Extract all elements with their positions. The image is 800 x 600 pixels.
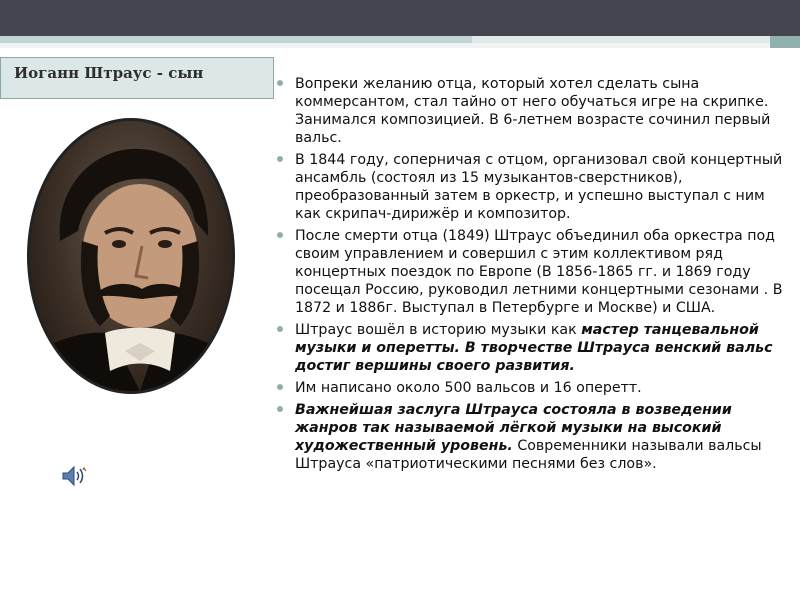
bullet-list	[277, 75, 787, 473]
bullet-point	[277, 379, 787, 397]
slide-title-box	[0, 57, 274, 99]
bullet-text: После смерти отца (1849) Штраус объединил оба оркестра под своим управлением и совершил с этим коллективом ряд концертных поездок по Европе (В 1856-1865 гг. и 1869 году посещал Россию, руководил летними концертными сезонами . В 1872 и 1886г. Выступал в Петербурге и Москве) и США.	[295, 228, 783, 316]
accent-stripe-light	[472, 36, 800, 43]
emphasis-text: Важнейшая заслуга Штрауса состояла в возведении жанров так называемой лёгкой музыки на высокий художественный уровень.	[295, 402, 732, 454]
bullet-dot-icon	[277, 232, 283, 238]
emphasis-text: мастер танцевальной музыки и оперетты. В творчестве Штрауса венский вальс достиг вершины своего развития.	[295, 322, 773, 374]
bullet-dot-icon	[277, 80, 283, 86]
bullet-point	[277, 321, 787, 375]
bullet-list-container	[277, 75, 787, 477]
bullet-text: В 1844 году, соперничая с отцом, организовал свой концертный ансамбль (состоял из 15 музыкантов-сверстников), преобразованный затем в оркестр, и успешно выступал с ним как скрипач-дирижёр и композитор.	[295, 152, 783, 222]
bullet-dot-icon	[277, 384, 283, 390]
bullet-point	[277, 227, 787, 317]
accent-stripe-end	[770, 36, 800, 48]
bullet-dot-icon	[277, 156, 283, 162]
top-bar	[0, 0, 800, 36]
bullet-text: Штраус вошёл в историю музыки как	[295, 322, 582, 338]
bullet-text: Современники называли вальсы Штрауса «патриотическими песнями без слов».	[295, 438, 762, 472]
bullet-dot-icon	[277, 326, 283, 332]
portrait-icon	[27, 118, 235, 394]
bullet-text: Им написано около 500 вальсов и 16 оперетт.	[295, 380, 642, 396]
bullet-point	[277, 401, 787, 473]
bullet-point	[277, 75, 787, 147]
slide-title: Иоганн Штраус - сын	[14, 64, 204, 82]
accent-stripe-thin	[0, 43, 800, 48]
bullet-text: Вопреки желанию отца, который хотел сделать сына коммерсантом, стал тайно от него обучаться игре на скрипке. Занимался композицией. В 6-летнем возрасте сочинил первый вальс.	[295, 76, 771, 146]
accent-stripe	[0, 36, 472, 43]
bullet-dot-icon	[277, 406, 283, 412]
bullet-point	[277, 151, 787, 223]
speaker-icon[interactable]	[60, 464, 88, 488]
